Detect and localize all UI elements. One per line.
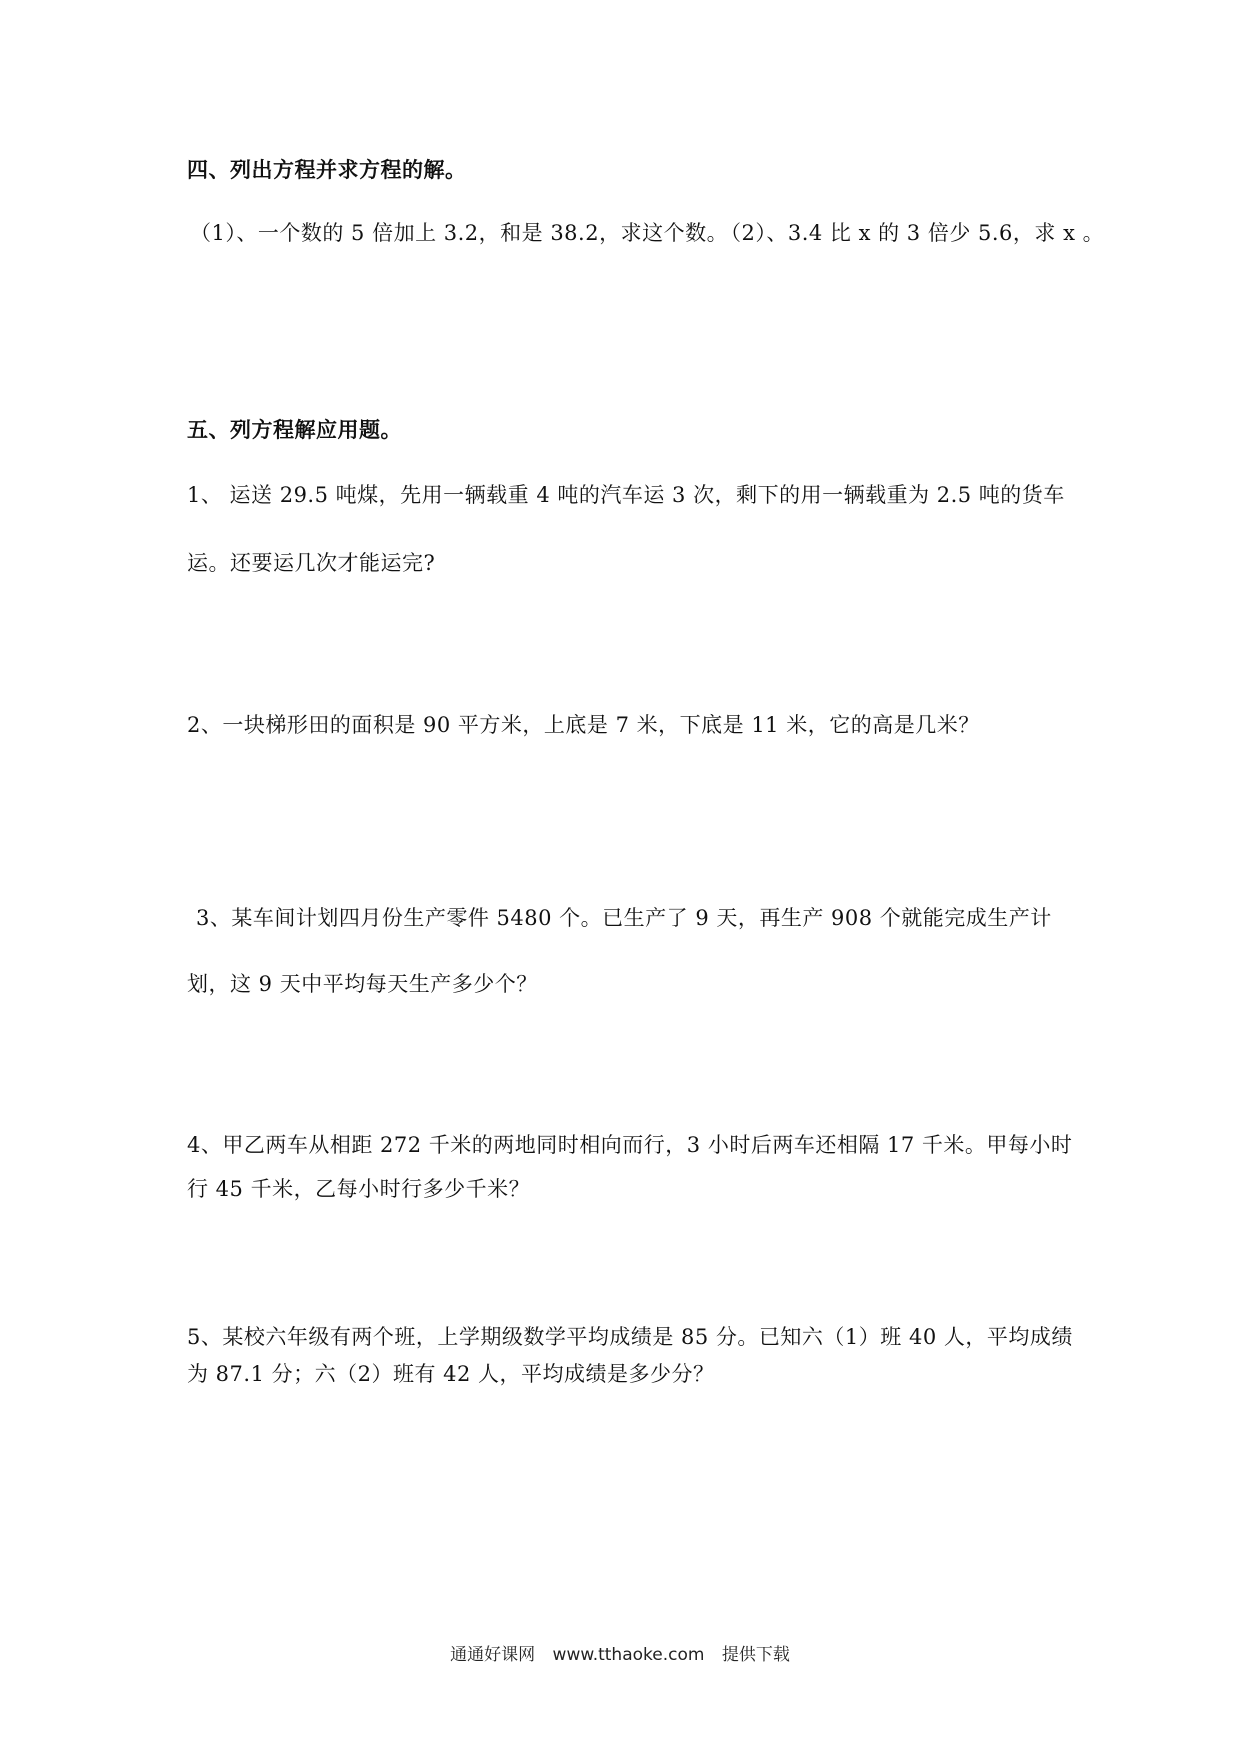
- problem-1-line-1: 1、 运送 29.5 吨煤，先用一辆载重 4 吨的汽车运 3 次，剩下的用一辆载重为 2.5 吨的货车: [187, 483, 1065, 507]
- footer-site-name: 通通好课网: [450, 1645, 536, 1665]
- page-footer: [0, 1640, 1240, 1665]
- problem-3-line-1: 3、某车间计划四月份生产零件 5480 个。已生产了 9 天，再生产 908 个就能完成生产计: [196, 906, 1052, 930]
- footer-url-link[interactable]: www.tthaoke.com: [552, 1645, 705, 1665]
- section-5-heading: 五、列方程解应用题。: [187, 418, 402, 442]
- problem-5-line-1: 5、某校六年级有两个班，上学期级数学平均成绩是 85 分。已知六（1）班 40 人，平均成绩: [187, 1325, 1073, 1349]
- problem-1-line-2: 运。还要运几次才能运完?: [187, 551, 436, 575]
- problem-4-line-1: 4、甲乙两车从相距 272 千米的两地同时相向而行，3 小时后两车还相隔 17 千米。甲每小时: [187, 1133, 1073, 1157]
- problem-4-line-2: 行 45 千米，乙每小时行多少千米？: [187, 1177, 531, 1201]
- section-4-question-1: （1）、一个数的 5 倍加上 3.2，和是 38.2，求这个数。: [190, 221, 729, 245]
- problem-5-line-2: 为 87.1 分；六（2）班有 42 人，平均成绩是多少分？: [187, 1362, 715, 1386]
- section-4-question-2: （2）、3.4 比 x 的 3 倍少 5.6，求 x 。: [720, 221, 1105, 245]
- footer-suffix: 提供下载: [721, 1645, 790, 1665]
- problem-3-line-2: 划，这 9 天中平均每天生产多少个？: [187, 972, 538, 996]
- section-4-heading: 四、列出方程并求方程的解。: [187, 158, 467, 182]
- problem-2: 2、一块梯形田的面积是 90 平方米，上底是 7 米，下底是 11 米，它的高是几米？: [187, 713, 980, 737]
